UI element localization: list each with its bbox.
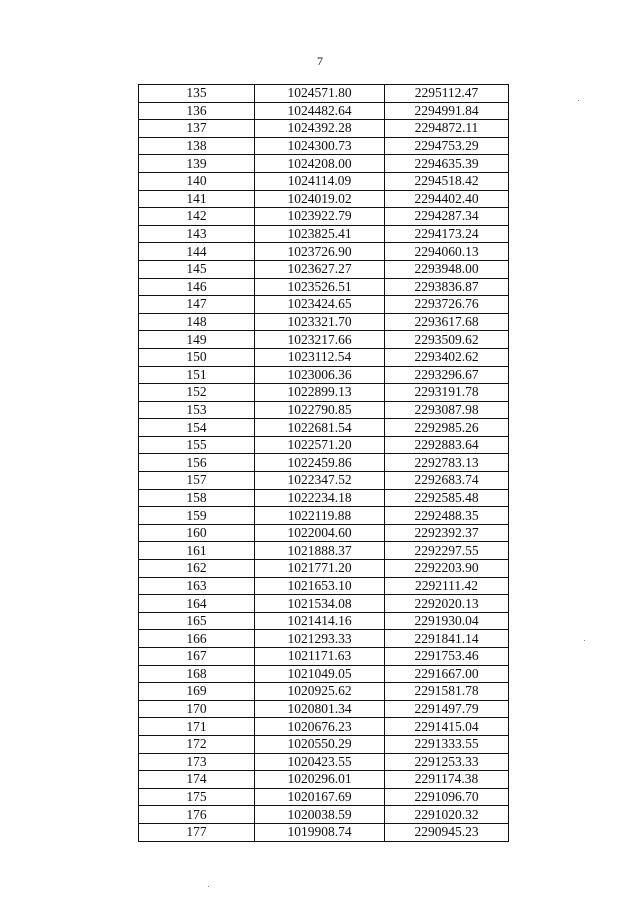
scan-speck xyxy=(578,100,579,101)
table-row xyxy=(139,577,509,595)
x-coordinate-cell: 1021534.08 xyxy=(255,595,385,613)
coordinates-table xyxy=(138,84,509,842)
point-number-cell: 152 xyxy=(139,384,255,402)
y-coordinate-cell: 2291497.79 xyxy=(385,700,509,718)
point-number-cell: 141 xyxy=(139,190,255,208)
y-coordinate-cell: 2293191.78 xyxy=(385,384,509,402)
point-number-cell: 144 xyxy=(139,243,255,261)
x-coordinate-cell: 1021888.37 xyxy=(255,542,385,560)
point-number-cell: 160 xyxy=(139,524,255,542)
table-row xyxy=(139,648,509,666)
x-coordinate-cell: 1023526.51 xyxy=(255,278,385,296)
x-coordinate-cell: 1024019.02 xyxy=(255,190,385,208)
point-number-cell: 149 xyxy=(139,331,255,349)
x-coordinate-cell: 1023922.79 xyxy=(255,208,385,226)
table-row xyxy=(139,278,509,296)
y-coordinate-cell: 2291581.78 xyxy=(385,683,509,701)
x-coordinate-cell: 1021653.10 xyxy=(255,577,385,595)
x-coordinate-cell: 1023726.90 xyxy=(255,243,385,261)
point-number-cell: 151 xyxy=(139,366,255,384)
point-number-cell: 162 xyxy=(139,560,255,578)
table-row xyxy=(139,155,509,173)
table-row xyxy=(139,454,509,472)
y-coordinate-cell: 2292783.13 xyxy=(385,454,509,472)
point-number-cell: 148 xyxy=(139,313,255,331)
point-number-cell: 145 xyxy=(139,260,255,278)
scan-speck xyxy=(584,640,585,641)
table-row xyxy=(139,700,509,718)
y-coordinate-cell: 2293617.68 xyxy=(385,313,509,331)
point-number-cell: 167 xyxy=(139,648,255,666)
table-row xyxy=(139,612,509,630)
y-coordinate-cell: 2291415.04 xyxy=(385,718,509,736)
table-row xyxy=(139,823,509,841)
table-row xyxy=(139,542,509,560)
x-coordinate-cell: 1024114.09 xyxy=(255,172,385,190)
point-number-cell: 164 xyxy=(139,595,255,613)
table-row xyxy=(139,401,509,419)
y-coordinate-cell: 2290945.23 xyxy=(385,823,509,841)
x-coordinate-cell: 1024482.64 xyxy=(255,102,385,120)
point-number-cell: 168 xyxy=(139,665,255,683)
y-coordinate-cell: 2295112.47 xyxy=(385,85,509,103)
x-coordinate-cell: 1023627.27 xyxy=(255,260,385,278)
table-row xyxy=(139,85,509,103)
y-coordinate-cell: 2291096.70 xyxy=(385,788,509,806)
x-coordinate-cell: 1020167.69 xyxy=(255,788,385,806)
y-coordinate-cell: 2294173.24 xyxy=(385,225,509,243)
coordinates-table-body xyxy=(139,85,509,842)
table-row xyxy=(139,630,509,648)
x-coordinate-cell: 1021414.16 xyxy=(255,612,385,630)
table-row xyxy=(139,313,509,331)
table-row xyxy=(139,102,509,120)
y-coordinate-cell: 2292297.55 xyxy=(385,542,509,560)
y-coordinate-cell: 2294060.13 xyxy=(385,243,509,261)
table-row xyxy=(139,172,509,190)
page-number: 7 xyxy=(317,54,323,68)
table-row xyxy=(139,208,509,226)
x-coordinate-cell: 1021049.05 xyxy=(255,665,385,683)
y-coordinate-cell: 2292683.74 xyxy=(385,472,509,490)
y-coordinate-cell: 2293402.62 xyxy=(385,348,509,366)
point-number-cell: 161 xyxy=(139,542,255,560)
point-number-cell: 166 xyxy=(139,630,255,648)
y-coordinate-cell: 2292985.26 xyxy=(385,419,509,437)
point-number-cell: 137 xyxy=(139,120,255,138)
point-number-cell: 154 xyxy=(139,419,255,437)
table-row xyxy=(139,260,509,278)
y-coordinate-cell: 2291333.55 xyxy=(385,735,509,753)
y-coordinate-cell: 2291020.32 xyxy=(385,806,509,824)
table-row xyxy=(139,771,509,789)
x-coordinate-cell: 1022681.54 xyxy=(255,419,385,437)
y-coordinate-cell: 2294518.42 xyxy=(385,172,509,190)
point-number-cell: 135 xyxy=(139,85,255,103)
x-coordinate-cell: 1022347.52 xyxy=(255,472,385,490)
x-coordinate-cell: 1020423.55 xyxy=(255,753,385,771)
table-row xyxy=(139,190,509,208)
table-row xyxy=(139,472,509,490)
y-coordinate-cell: 2293087.98 xyxy=(385,401,509,419)
x-coordinate-cell: 1023825.41 xyxy=(255,225,385,243)
y-coordinate-cell: 2294753.29 xyxy=(385,137,509,155)
point-number-cell: 138 xyxy=(139,137,255,155)
x-coordinate-cell: 1020801.34 xyxy=(255,700,385,718)
y-coordinate-cell: 2294635.39 xyxy=(385,155,509,173)
x-coordinate-cell: 1020296.01 xyxy=(255,771,385,789)
point-number-cell: 170 xyxy=(139,700,255,718)
point-number-cell: 177 xyxy=(139,823,255,841)
point-number-cell: 171 xyxy=(139,718,255,736)
y-coordinate-cell: 2291253.33 xyxy=(385,753,509,771)
x-coordinate-cell: 1021771.20 xyxy=(255,560,385,578)
table-row xyxy=(139,225,509,243)
point-number-cell: 165 xyxy=(139,612,255,630)
table-row xyxy=(139,348,509,366)
x-coordinate-cell: 1021171.63 xyxy=(255,648,385,666)
point-number-cell: 140 xyxy=(139,172,255,190)
table-row xyxy=(139,735,509,753)
table-row xyxy=(139,718,509,736)
y-coordinate-cell: 2294402.40 xyxy=(385,190,509,208)
y-coordinate-cell: 2291930.04 xyxy=(385,612,509,630)
x-coordinate-cell: 1024392.28 xyxy=(255,120,385,138)
y-coordinate-cell: 2292020.13 xyxy=(385,595,509,613)
y-coordinate-cell: 2293296.67 xyxy=(385,366,509,384)
x-coordinate-cell: 1022790.85 xyxy=(255,401,385,419)
x-coordinate-cell: 1022004.60 xyxy=(255,524,385,542)
table-row xyxy=(139,665,509,683)
x-coordinate-cell: 1022899.13 xyxy=(255,384,385,402)
y-coordinate-cell: 2294287.34 xyxy=(385,208,509,226)
x-coordinate-cell: 1023006.36 xyxy=(255,366,385,384)
table-row xyxy=(139,806,509,824)
table-row xyxy=(139,595,509,613)
point-number-cell: 147 xyxy=(139,296,255,314)
point-number-cell: 136 xyxy=(139,102,255,120)
x-coordinate-cell: 1020925.62 xyxy=(255,683,385,701)
point-number-cell: 146 xyxy=(139,278,255,296)
table-row xyxy=(139,788,509,806)
table-row xyxy=(139,120,509,138)
y-coordinate-cell: 2291667.00 xyxy=(385,665,509,683)
point-number-cell: 169 xyxy=(139,683,255,701)
point-number-cell: 156 xyxy=(139,454,255,472)
x-coordinate-cell: 1023321.70 xyxy=(255,313,385,331)
y-coordinate-cell: 2294991.84 xyxy=(385,102,509,120)
point-number-cell: 142 xyxy=(139,208,255,226)
table-row xyxy=(139,296,509,314)
x-coordinate-cell: 1024300.73 xyxy=(255,137,385,155)
point-number-cell: 174 xyxy=(139,771,255,789)
point-number-cell: 153 xyxy=(139,401,255,419)
point-number-cell: 173 xyxy=(139,753,255,771)
x-coordinate-cell: 1019908.74 xyxy=(255,823,385,841)
point-number-cell: 172 xyxy=(139,735,255,753)
table-row xyxy=(139,753,509,771)
x-coordinate-cell: 1020550.29 xyxy=(255,735,385,753)
table-row xyxy=(139,507,509,525)
point-number-cell: 139 xyxy=(139,155,255,173)
y-coordinate-cell: 2292585.48 xyxy=(385,489,509,507)
x-coordinate-cell: 1020676.23 xyxy=(255,718,385,736)
point-number-cell: 175 xyxy=(139,788,255,806)
x-coordinate-cell: 1023112.54 xyxy=(255,348,385,366)
table-row xyxy=(139,137,509,155)
y-coordinate-cell: 2294872.11 xyxy=(385,120,509,138)
y-coordinate-cell: 2292488.35 xyxy=(385,507,509,525)
x-coordinate-cell: 1024571.80 xyxy=(255,85,385,103)
y-coordinate-cell: 2291841.14 xyxy=(385,630,509,648)
scan-speck xyxy=(208,886,209,887)
x-coordinate-cell: 1024208.00 xyxy=(255,155,385,173)
point-number-cell: 143 xyxy=(139,225,255,243)
table-row xyxy=(139,560,509,578)
y-coordinate-cell: 2293726.76 xyxy=(385,296,509,314)
point-number-cell: 157 xyxy=(139,472,255,490)
y-coordinate-cell: 2291753.46 xyxy=(385,648,509,666)
x-coordinate-cell: 1022459.86 xyxy=(255,454,385,472)
x-coordinate-cell: 1022119.88 xyxy=(255,507,385,525)
table-row xyxy=(139,524,509,542)
y-coordinate-cell: 2292203.90 xyxy=(385,560,509,578)
y-coordinate-cell: 2292392.37 xyxy=(385,524,509,542)
x-coordinate-cell: 1021293.33 xyxy=(255,630,385,648)
x-coordinate-cell: 1022234.18 xyxy=(255,489,385,507)
table-row xyxy=(139,331,509,349)
table-row xyxy=(139,243,509,261)
point-number-cell: 176 xyxy=(139,806,255,824)
table-row xyxy=(139,436,509,454)
y-coordinate-cell: 2292883.64 xyxy=(385,436,509,454)
table-row xyxy=(139,489,509,507)
y-coordinate-cell: 2293509.62 xyxy=(385,331,509,349)
table-row xyxy=(139,683,509,701)
point-number-cell: 163 xyxy=(139,577,255,595)
point-number-cell: 155 xyxy=(139,436,255,454)
y-coordinate-cell: 2292111.42 xyxy=(385,577,509,595)
table-row xyxy=(139,419,509,437)
point-number-cell: 150 xyxy=(139,348,255,366)
y-coordinate-cell: 2293836.87 xyxy=(385,278,509,296)
x-coordinate-cell: 1023217.66 xyxy=(255,331,385,349)
x-coordinate-cell: 1023424.65 xyxy=(255,296,385,314)
point-number-cell: 159 xyxy=(139,507,255,525)
table-row xyxy=(139,384,509,402)
x-coordinate-cell: 1022571.20 xyxy=(255,436,385,454)
x-coordinate-cell: 1020038.59 xyxy=(255,806,385,824)
y-coordinate-cell: 2291174.38 xyxy=(385,771,509,789)
table-row xyxy=(139,366,509,384)
point-number-cell: 158 xyxy=(139,489,255,507)
y-coordinate-cell: 2293948.00 xyxy=(385,260,509,278)
